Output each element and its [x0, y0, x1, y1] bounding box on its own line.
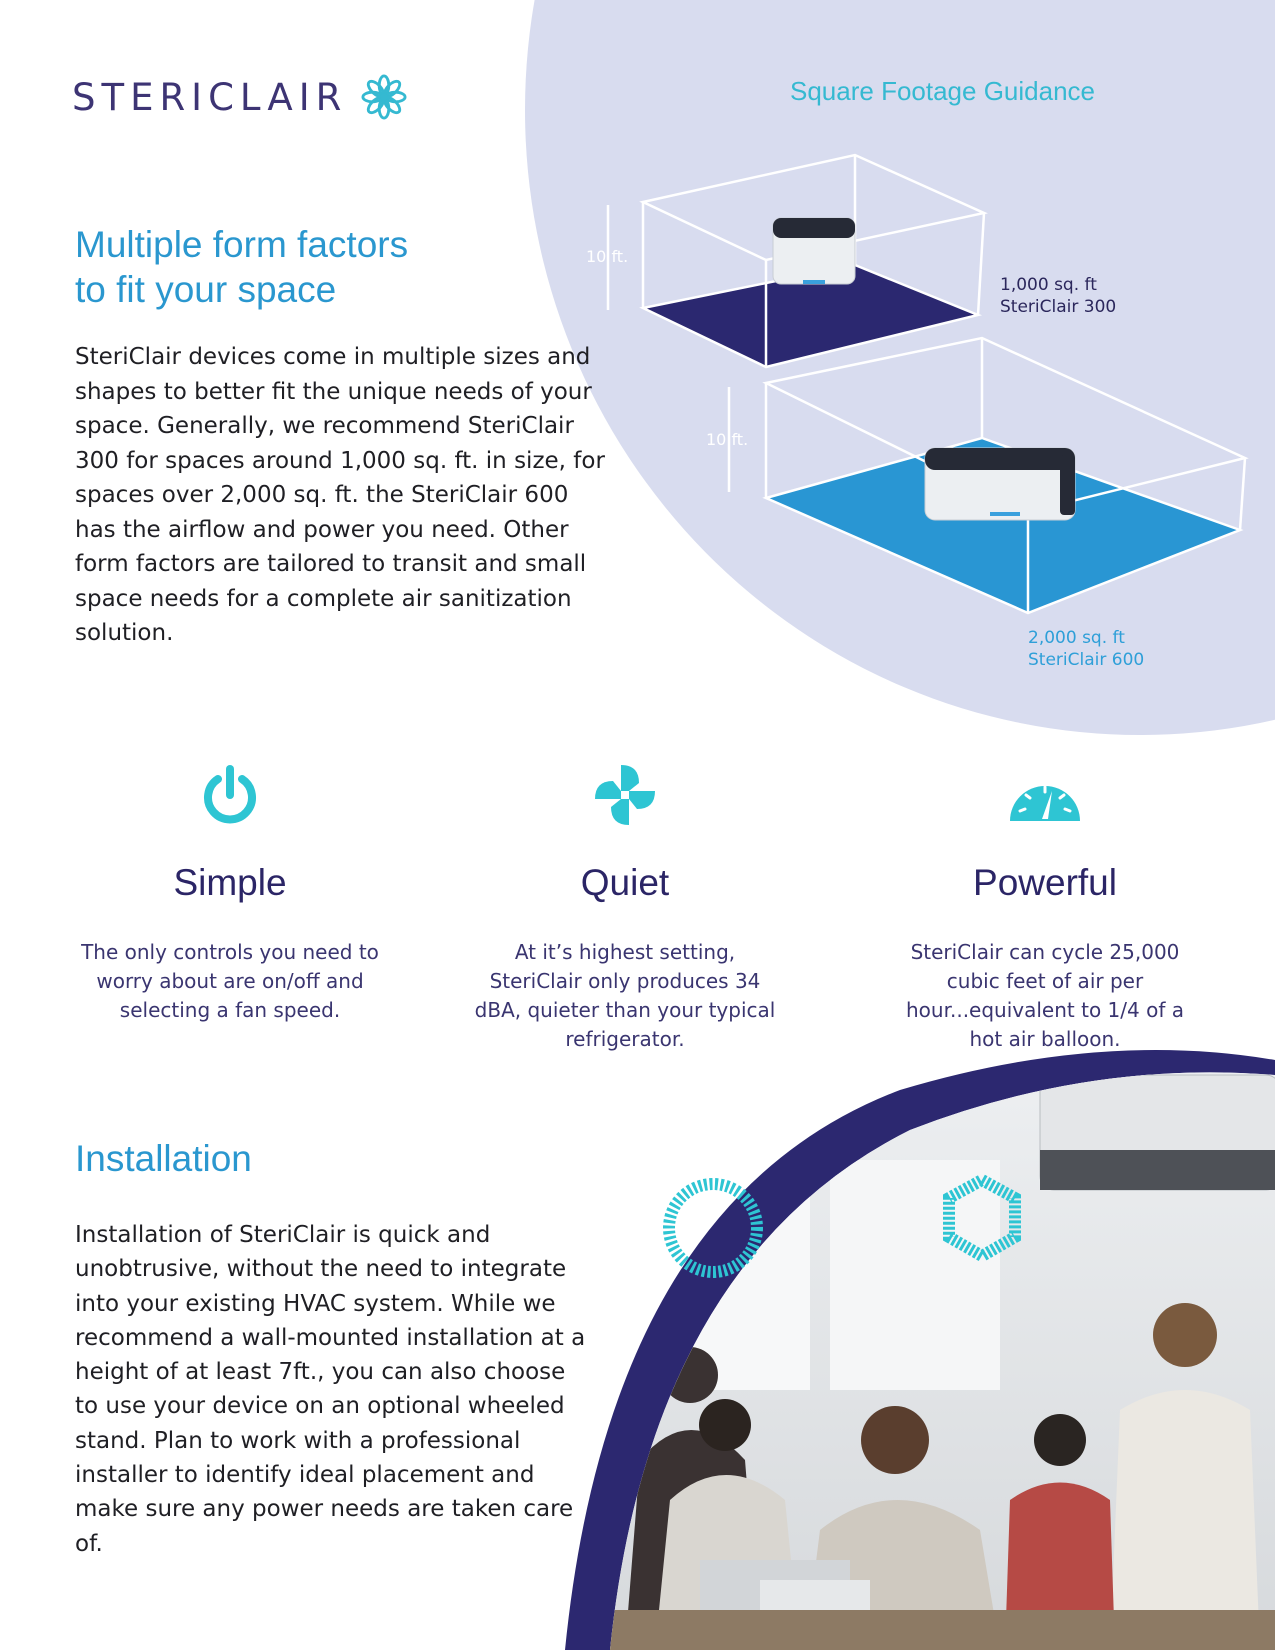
guidance-title: Square Footage Guidance — [790, 76, 1095, 106]
feature-title: Quiet — [580, 862, 670, 903]
brand-name: STERICLAIR — [72, 75, 348, 119]
feature-text: At it’s highest setting, SteriClair only produces 34 dBA, quieter than your typical refrigerator. — [474, 940, 776, 1051]
feature-text: The only controls you need to worry about are on/off and selecting a fan speed. — [81, 940, 379, 1022]
feature-title: Simple — [173, 862, 287, 903]
intro-heading: Multiple form factors to fit your space — [75, 224, 409, 310]
large-box-height-label: 10 ft. — [706, 430, 749, 449]
installation-body: Installation of SteriClair is quick and unobtrusive, without the need to integrate into your existing HVAC system. While we recommend a wall-mounted installation at a height of at least 7ft., you can also choose to use your device on an optional wheeled stand. Plan to work with a professional installer to identify ideal placement and make sure any power needs are taken care of. — [75, 1222, 586, 1557]
small-box-label: 1,000 sq. ft SteriClair 300 — [1000, 275, 1117, 317]
installation-heading: Installation — [75, 1138, 252, 1179]
feature-title: Powerful — [973, 862, 1117, 903]
intro-body: SteriClair devices come in multiple sizes and shapes to better fit the unique needs of your space. Generally, we recommend SteriClair 300 for spaces around 1,000 sq. ft. in size, for spaces over 2,000 sq. ft. the SteriClair 600 has the airflow and power you need. Other form factors are tailored to transit and small space needs for a complete air sanitization solution. — [75, 344, 605, 646]
small-box-height-label: 10 ft. — [586, 247, 629, 266]
large-box-label: 2,000 sq. ft SteriClair 600 — [1028, 628, 1145, 670]
feature-text: SteriClair can cycle 25,000 cubic feet of air per hour...equivalent to 1/4 of a hot air balloon. — [906, 940, 1184, 1051]
